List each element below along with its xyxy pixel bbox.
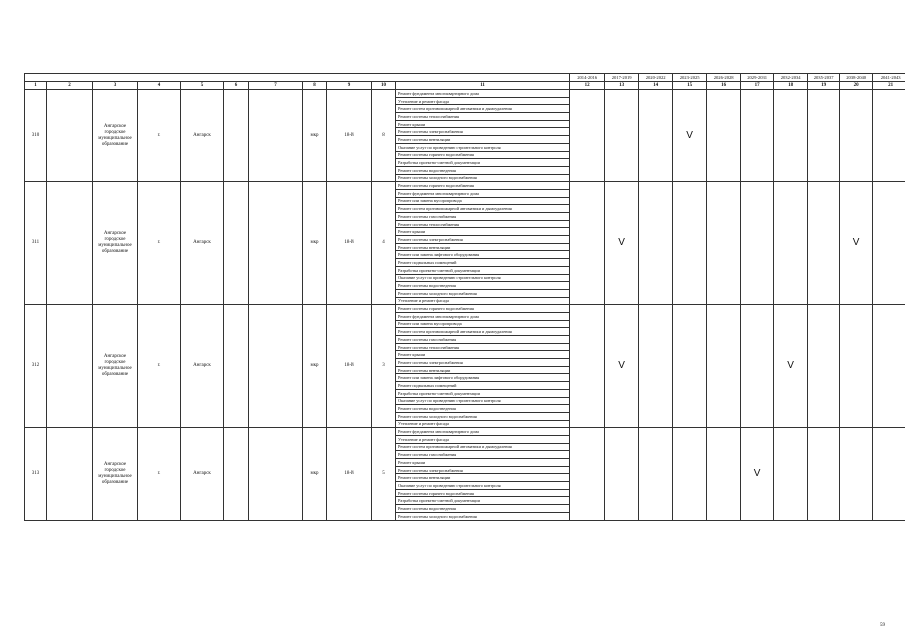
- work-type: Ремонт подвальных помещений: [396, 259, 570, 267]
- work-type: Ремонт системы горячего водоснабжения: [396, 489, 570, 497]
- city-name: Ангарск: [181, 305, 224, 428]
- building-name: 18-й: [327, 305, 372, 428]
- work-type: Ремонт или замена лифтового оборудования: [396, 374, 570, 382]
- period-cell: [741, 305, 774, 428]
- city-prefix: г.: [138, 182, 181, 305]
- capital-repair-schedule-table: [24, 73, 905, 521]
- period-cell: [707, 90, 741, 182]
- work-type: Ремонт системы вентиляции: [396, 366, 570, 374]
- period-cell: [774, 182, 808, 305]
- column-number: 9: [327, 82, 372, 90]
- house-number: 4: [372, 182, 396, 305]
- work-type: Ремонт системы газоснабжения: [396, 336, 570, 344]
- period-cell: [570, 90, 605, 182]
- work-type: Оказание услуг по проведению строительного контроля: [396, 397, 570, 405]
- work-type: Ремонт системы холодного водоснабжения: [396, 412, 570, 420]
- empty-cell: [47, 428, 93, 520]
- empty-cell: [249, 305, 303, 428]
- city-prefix: г.: [138, 428, 181, 520]
- house-number: 8: [372, 90, 396, 182]
- building-name: 18-й: [327, 182, 372, 305]
- work-type: Ремонт систем противопожарной автоматики и дымоудаления: [396, 328, 570, 336]
- period-header: 2029-2031: [741, 74, 774, 82]
- column-number: 7: [249, 82, 303, 90]
- work-type: Ремонт фундамента многоквартирного дома: [396, 189, 570, 197]
- column-number: 10: [372, 82, 396, 90]
- period-cell: [639, 428, 673, 520]
- work-type: Ремонт системы теплоснабжения: [396, 220, 570, 228]
- empty-cell: [249, 182, 303, 305]
- building-name: 18-й: [327, 428, 372, 520]
- column-number: 19: [808, 82, 840, 90]
- work-type: Ремонт системы холодного водоснабжения: [396, 174, 570, 182]
- work-type: Ремонт системы горячего водоснабжения: [396, 182, 570, 190]
- column-number: 21: [873, 82, 905, 90]
- empty-cell: [249, 428, 303, 520]
- work-type: Ремонт системы водоотведения: [396, 282, 570, 290]
- work-type: Ремонт системы водоотведения: [396, 405, 570, 413]
- city-name: Ангарск: [181, 90, 224, 182]
- period-cell: [673, 428, 707, 520]
- column-number: 3: [93, 82, 138, 90]
- period-mark: V: [605, 182, 639, 305]
- empty-cell: [224, 182, 249, 305]
- period-header: 2026-2028: [707, 74, 741, 82]
- work-type: Ремонт системы холодного водоснабжения: [396, 289, 570, 297]
- work-type: Ремонт системы газоснабжения: [396, 213, 570, 221]
- period-header: 2023-2025: [673, 74, 707, 82]
- period-cell: [741, 90, 774, 182]
- house-number: 3: [372, 305, 396, 428]
- column-number: 20: [840, 82, 873, 90]
- period-cell: [808, 182, 840, 305]
- period-cell: [707, 182, 741, 305]
- column-number: 2: [47, 82, 93, 90]
- street-type: мкр: [303, 90, 327, 182]
- city-name: Ангарск: [181, 428, 224, 520]
- period-cell: [673, 182, 707, 305]
- period-cell: [840, 90, 873, 182]
- column-number: 8: [303, 82, 327, 90]
- work-type: Ремонт системы вентиляции: [396, 474, 570, 482]
- period-header: 2038-2040: [840, 74, 873, 82]
- column-number: 4: [138, 82, 181, 90]
- work-type: Ремонт системы теплоснабжения: [396, 343, 570, 351]
- period-cell: [840, 428, 873, 520]
- work-type: Ремонт системы вентиляции: [396, 243, 570, 251]
- work-type: Утепление и ремонт фасада: [396, 435, 570, 443]
- work-type: Ремонт системы горячего водоснабжения: [396, 151, 570, 159]
- work-type: Оказание услуг по проведению строительного контроля: [396, 274, 570, 282]
- empty-cell: [47, 182, 93, 305]
- row-number: 311: [25, 182, 47, 305]
- work-type: Ремонт фундамента многоквартирного дома: [396, 312, 570, 320]
- work-type: Ремонт крыши: [396, 228, 570, 236]
- table-row: [25, 305, 905, 313]
- period-cell: [605, 428, 639, 520]
- city-prefix: г.: [138, 90, 181, 182]
- column-number: 5: [181, 82, 224, 90]
- street-type: мкр: [303, 428, 327, 520]
- work-type: Ремонт или замена мусоропровода: [396, 197, 570, 205]
- work-type: Ремонт системы вентиляции: [396, 136, 570, 144]
- work-type: Ремонт систем противопожарной автоматики и дымоудаления: [396, 105, 570, 113]
- column-number: 16: [707, 82, 741, 90]
- work-type: Ремонт крыши: [396, 351, 570, 359]
- period-cell: [774, 428, 808, 520]
- empty-cell: [224, 428, 249, 520]
- column-number: 6: [224, 82, 249, 90]
- column-number-row: [25, 82, 905, 90]
- city-name: Ангарск: [181, 182, 224, 305]
- period-mark: V: [605, 305, 639, 428]
- city-prefix: г.: [138, 305, 181, 428]
- period-cell: [840, 305, 873, 428]
- column-number: 15: [673, 82, 707, 90]
- period-cell: [774, 90, 808, 182]
- table-row: [25, 90, 905, 98]
- row-number: 313: [25, 428, 47, 520]
- house-number: 5: [372, 428, 396, 520]
- period-cell: [639, 182, 673, 305]
- column-number: 11: [396, 82, 570, 90]
- table-row: [25, 428, 905, 436]
- work-type: Ремонт крыши: [396, 120, 570, 128]
- work-type: Ремонт подвальных помещений: [396, 382, 570, 390]
- work-type: Разработка проектно-сметной документации: [396, 266, 570, 274]
- period-cell: [673, 305, 707, 428]
- empty-cell: [47, 305, 93, 428]
- work-type: Ремонт системы электроснабжения: [396, 359, 570, 367]
- column-number: 13: [605, 82, 639, 90]
- column-number: 14: [639, 82, 673, 90]
- period-cell: [808, 305, 840, 428]
- period-mark: V: [741, 428, 774, 520]
- period-cell: [639, 305, 673, 428]
- municipality-name: Ангарское городское муниципальное образование: [93, 305, 138, 428]
- building-name: 18-й: [327, 90, 372, 182]
- work-type: Ремонт системы холодного водоснабжения: [396, 512, 570, 520]
- empty-cell: [47, 90, 93, 182]
- work-type: Ремонт системы электроснабжения: [396, 128, 570, 136]
- period-mark: V: [774, 305, 808, 428]
- column-number: 18: [774, 82, 808, 90]
- empty-cell: [224, 90, 249, 182]
- period-cell: [808, 90, 840, 182]
- period-cell: [741, 182, 774, 305]
- period-cell: [570, 305, 605, 428]
- work-type: Разработка проектно-сметной документации: [396, 497, 570, 505]
- work-type: Ремонт крыши: [396, 459, 570, 467]
- row-number: 312: [25, 305, 47, 428]
- period-header-row: [25, 74, 905, 82]
- period-cell: [707, 428, 741, 520]
- period-header: 2032-2034: [774, 74, 808, 82]
- header-blank-cell: [25, 74, 570, 82]
- period-header: 2035-2037: [808, 74, 840, 82]
- work-type: Ремонт фундамента многоквартирного дома: [396, 428, 570, 436]
- work-type: Ремонт системы горячего водоснабжения: [396, 305, 570, 313]
- period-cell: [639, 90, 673, 182]
- period-header: 2017-2019: [605, 74, 639, 82]
- municipality-name: Ангарское городское муниципальное образование: [93, 90, 138, 182]
- period-header: 2020-2022: [639, 74, 673, 82]
- work-type: Ремонт фундамента многоквартирного дома: [396, 90, 570, 98]
- work-type: Ремонт или замена лифтового оборудования: [396, 251, 570, 259]
- work-type: Утепление и ремонт фасада: [396, 420, 570, 428]
- column-number: 12: [570, 82, 605, 90]
- street-type: мкр: [303, 305, 327, 428]
- work-type: Ремонт системы электроснабжения: [396, 236, 570, 244]
- period-cell: [605, 90, 639, 182]
- empty-cell: [249, 90, 303, 182]
- row-number: 310: [25, 90, 47, 182]
- work-type: Оказание услуг по проведению строительного контроля: [396, 143, 570, 151]
- period-cell: [570, 428, 605, 520]
- column-number: 1: [25, 82, 47, 90]
- column-number: 17: [741, 82, 774, 90]
- period-header: 2041-2043: [873, 74, 905, 82]
- page-number: 59: [880, 623, 885, 628]
- street-type: мкр: [303, 182, 327, 305]
- municipality-name: Ангарское городское муниципальное образование: [93, 428, 138, 520]
- work-type: Разработка проектно-сметной документации: [396, 159, 570, 167]
- table-row: [25, 182, 905, 190]
- work-type: Оказание услуг по проведению строительного контроля: [396, 482, 570, 490]
- period-header: 2014-2016: [570, 74, 605, 82]
- period-cell: [873, 182, 905, 305]
- municipality-name: Ангарское городское муниципальное образование: [93, 182, 138, 305]
- work-type: Ремонт систем противопожарной автоматики и дымоудаления: [396, 443, 570, 451]
- work-type: Ремонт систем противопожарной автоматики и дымоудаления: [396, 205, 570, 213]
- period-cell: [873, 428, 905, 520]
- period-mark: V: [840, 182, 873, 305]
- work-type: Ремонт системы теплоснабжения: [396, 113, 570, 121]
- period-cell: [873, 305, 905, 428]
- work-type: Утепление и ремонт фасада: [396, 297, 570, 305]
- period-mark: V: [673, 90, 707, 182]
- work-type: Разработка проектно-сметной документации: [396, 389, 570, 397]
- work-type: Ремонт системы электроснабжения: [396, 466, 570, 474]
- work-type: Ремонт системы газоснабжения: [396, 451, 570, 459]
- work-type: Ремонт системы водоотведения: [396, 505, 570, 513]
- period-cell: [707, 305, 741, 428]
- work-type: Утепление и ремонт фасада: [396, 97, 570, 105]
- work-type: Ремонт системы водоотведения: [396, 166, 570, 174]
- work-type: Ремонт или замена мусоропровода: [396, 320, 570, 328]
- period-cell: [808, 428, 840, 520]
- period-cell: [570, 182, 605, 305]
- period-cell: [873, 90, 905, 182]
- empty-cell: [224, 305, 249, 428]
